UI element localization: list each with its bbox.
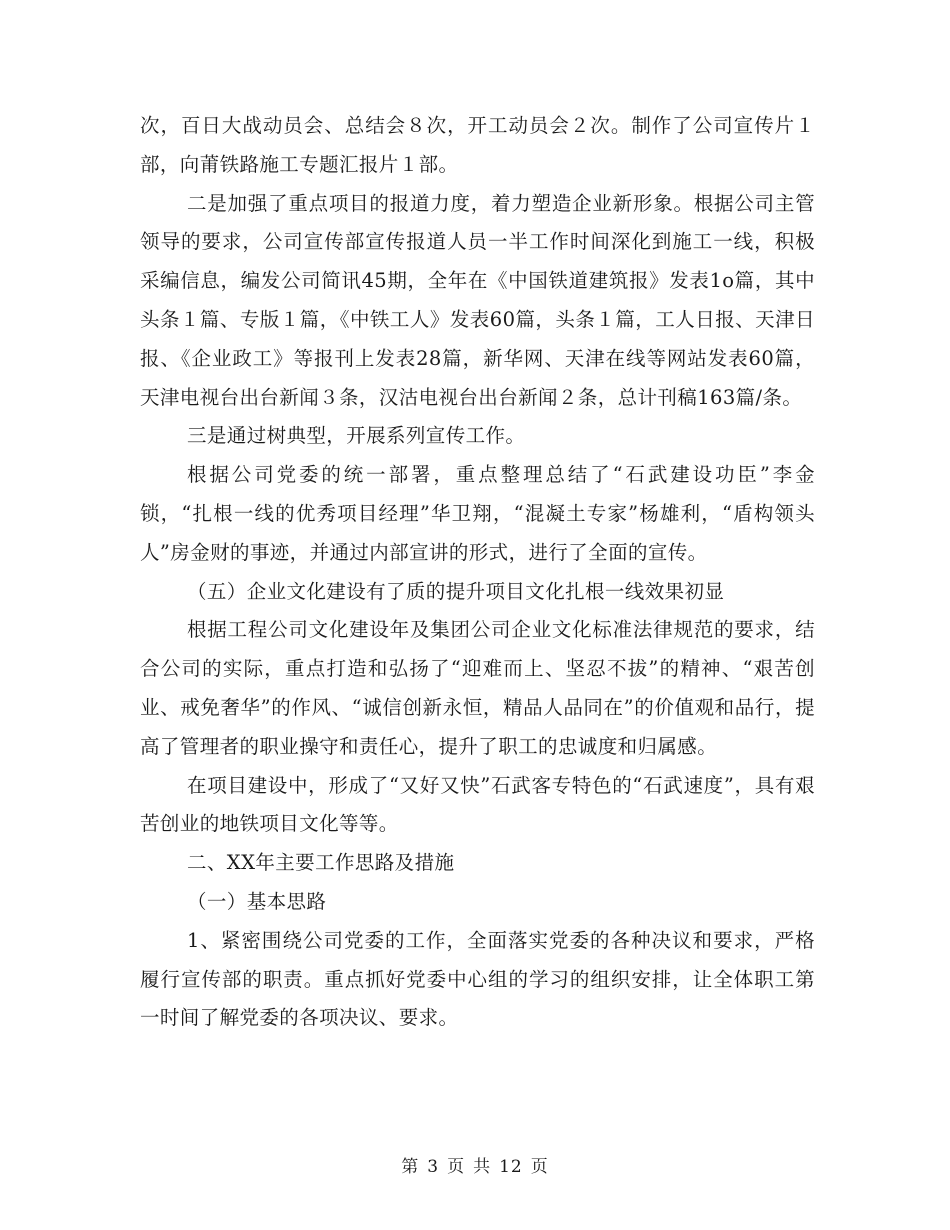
page-footer (0, 1152, 950, 1177)
paragraph-6: 根据工程公司文化建设年及集团公司企业文化标准法律规范的要求，结合公司的实际，重点打造和弘扬了“迎难而上、坚忍不拔”的精神、“艰苦创业、戒免奢华”的作风、“诚信创新永恒，精品人品同在”的价值观和品行，提高了管理者的职业操守和责任心，提升了职工的忠诚度和归属感。 (140, 618, 815, 758)
footer-prefix: 第 (401, 1157, 420, 1177)
section-heading-5: （五）企业文化建设有了质的提升项目文化扎根一线效果初显 (187, 579, 725, 603)
paragraph-7: 在项目建设中，形成了“又好又快”石武客专特色的“石武速度”，具有艰苦创业的地铁项目文化等等。 (140, 773, 815, 836)
footer-total-pages: 12 (499, 1157, 523, 1177)
subsection-heading-1: （一）基本思路 (187, 889, 327, 913)
footer-page-number: 3 (427, 1157, 440, 1177)
paragraph-3: 三是通过树典型，开展系列宣传工作。 (187, 424, 526, 448)
paragraph-4: 根据公司党委的统一部署，重点整理总结了“石武建设功臣”李金锁，“扎根一线的优秀项目经理”华卫翔，“混凝土专家”杨雄利，“盾构领头人”房金财的事迹，并通过内部宣讲的形式，进行了全面的宣传。 (140, 463, 815, 564)
paragraph-1: 次，百日大战动员会、总结会８次，开工动员会２次。制作了公司宣传片１部，向莆铁路施工专题汇报片１部。 (140, 114, 815, 176)
footer-page-word: 页 (447, 1157, 466, 1177)
paragraph-2: 二是加强了重点项目的报道力度，着力塑造企业新形象。根据公司主管领导的要求，公司宣传部宣传报道人员一半工作时间深化到施工一线，积极采编信息，编发公司简讯45期，全年在《中国铁道建筑报》发表1o篇，其中头条１篇、专版１篇，《中铁工人》发表60篇，头条１篇，工人日报、天津日报、《企业政工》等报刊上发表28篇，新华网、天津在线等网站发表60篇，天津电视台出台新闻３条，汉沽电视台出台新闻２条，总计刊稿163篇/条。 (140, 191, 815, 409)
footer-total-word: 共 (473, 1157, 492, 1177)
paragraph-10: 1、紧密围绕公司党委的工作，全面落实党委的各种决议和要求，严格履行宣传部的职责。重点抓好党委中心组的学习的组织安排，让全体职工第一时间了解党委的各项决议、要求。 (140, 928, 815, 1030)
section-heading-2: 二、XX年主要工作思路及措施 (187, 851, 455, 875)
footer-suffix: 页 (530, 1157, 549, 1177)
body-text (140, 107, 815, 1038)
